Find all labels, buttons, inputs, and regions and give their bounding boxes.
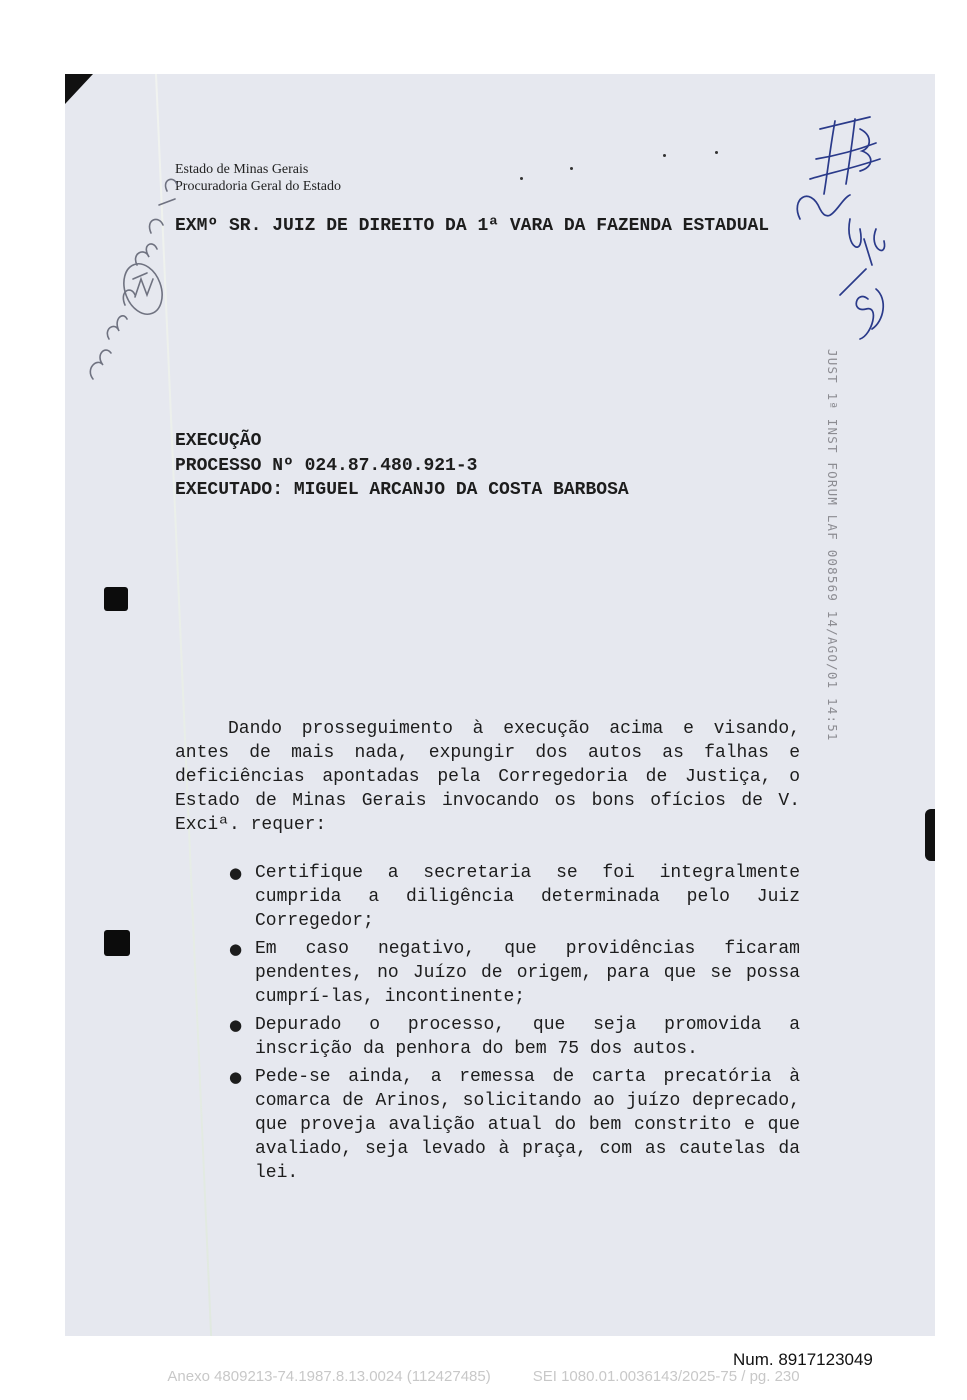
handwritten-page-numbering (780, 99, 900, 344)
scanned-page (65, 74, 935, 1336)
bullet-icon: ● (229, 940, 243, 958)
scan-speck (520, 177, 523, 180)
footer-annex-reference: Anexo 4809213-74.1987.8.13.0024 (112427485) (167, 1368, 491, 1385)
list-item (229, 1013, 800, 1061)
letterhead-state: Estado de Minas Gerais (175, 162, 309, 177)
bullet-icon: ● (229, 1016, 243, 1034)
case-type: EXECUÇÃO (175, 431, 262, 451)
process-number: PROCESSO Nº 024.87.480.921-3 (175, 455, 478, 476)
request-list (229, 861, 800, 1189)
scan-speck (715, 151, 718, 154)
request-text: Certifique a secretaria se foi integralmente cumprida a diligência determinada pelo Juiz Corregedor; (255, 863, 800, 931)
binding-clip-mark (925, 809, 935, 861)
scan-speck (570, 167, 573, 170)
handwritten-date-annotation (75, 169, 185, 399)
list-item (229, 1065, 800, 1185)
bullet-icon: ● (229, 864, 243, 882)
punch-hole (104, 930, 130, 956)
request-text: Em caso negativo, que providências ficaram pendentes, no Juízo de origem, para que se possa cumprí-las, incontinente; (255, 939, 800, 1007)
letterhead-office: Procuradoria Geral do Estado (175, 179, 341, 194)
addressee-heading: EXMº SR. JUIZ DE DIREITO DA 1ª VARA DA FAZENDA ESTADUAL (175, 216, 770, 236)
case-info (175, 429, 629, 503)
document-number: Num. 8917123049 (733, 1350, 873, 1369)
scan-corner-mark (65, 74, 93, 104)
body-paragraph: Dando prosseguimento à execução acima e visando, antes de mais nada, expungir dos autos as falhas e deficiências apontadas pela Corregedoria de Justiça, o Estado de Minas Gerais invocando os bons ofícios de V. Exciª. requer: (175, 719, 800, 835)
request-text: Pede-se ainda, a remessa de carta precatória à comarca de Arinos, solicitando ao juízo deprecado, que proveja avalição atual do bem constrito e que avaliado, seja levado à praça, com as cautelas da lei. (255, 1067, 800, 1183)
scan-speck (663, 154, 666, 157)
page-footer (0, 1368, 967, 1385)
request-text: Depurado o processo, que seja promovida a inscrição da penhora do bem 75 dos autos. (255, 1015, 800, 1059)
list-item (229, 937, 800, 1009)
bullet-icon: ● (229, 1068, 243, 1086)
letterhead (175, 161, 341, 195)
punch-hole (104, 587, 128, 611)
defendant: EXECUTADO: MIGUEL ARCANJO DA COSTA BARBOSA (175, 480, 629, 500)
footer-sei-reference: SEI 1080.01.0036143/2025-75 / pg. 230 (532, 1368, 800, 1385)
court-receipt-stamp: JUST 1ª INST FORUM LAF 008569 14/AGO/01 14:51 (825, 349, 840, 742)
list-item (229, 861, 800, 933)
